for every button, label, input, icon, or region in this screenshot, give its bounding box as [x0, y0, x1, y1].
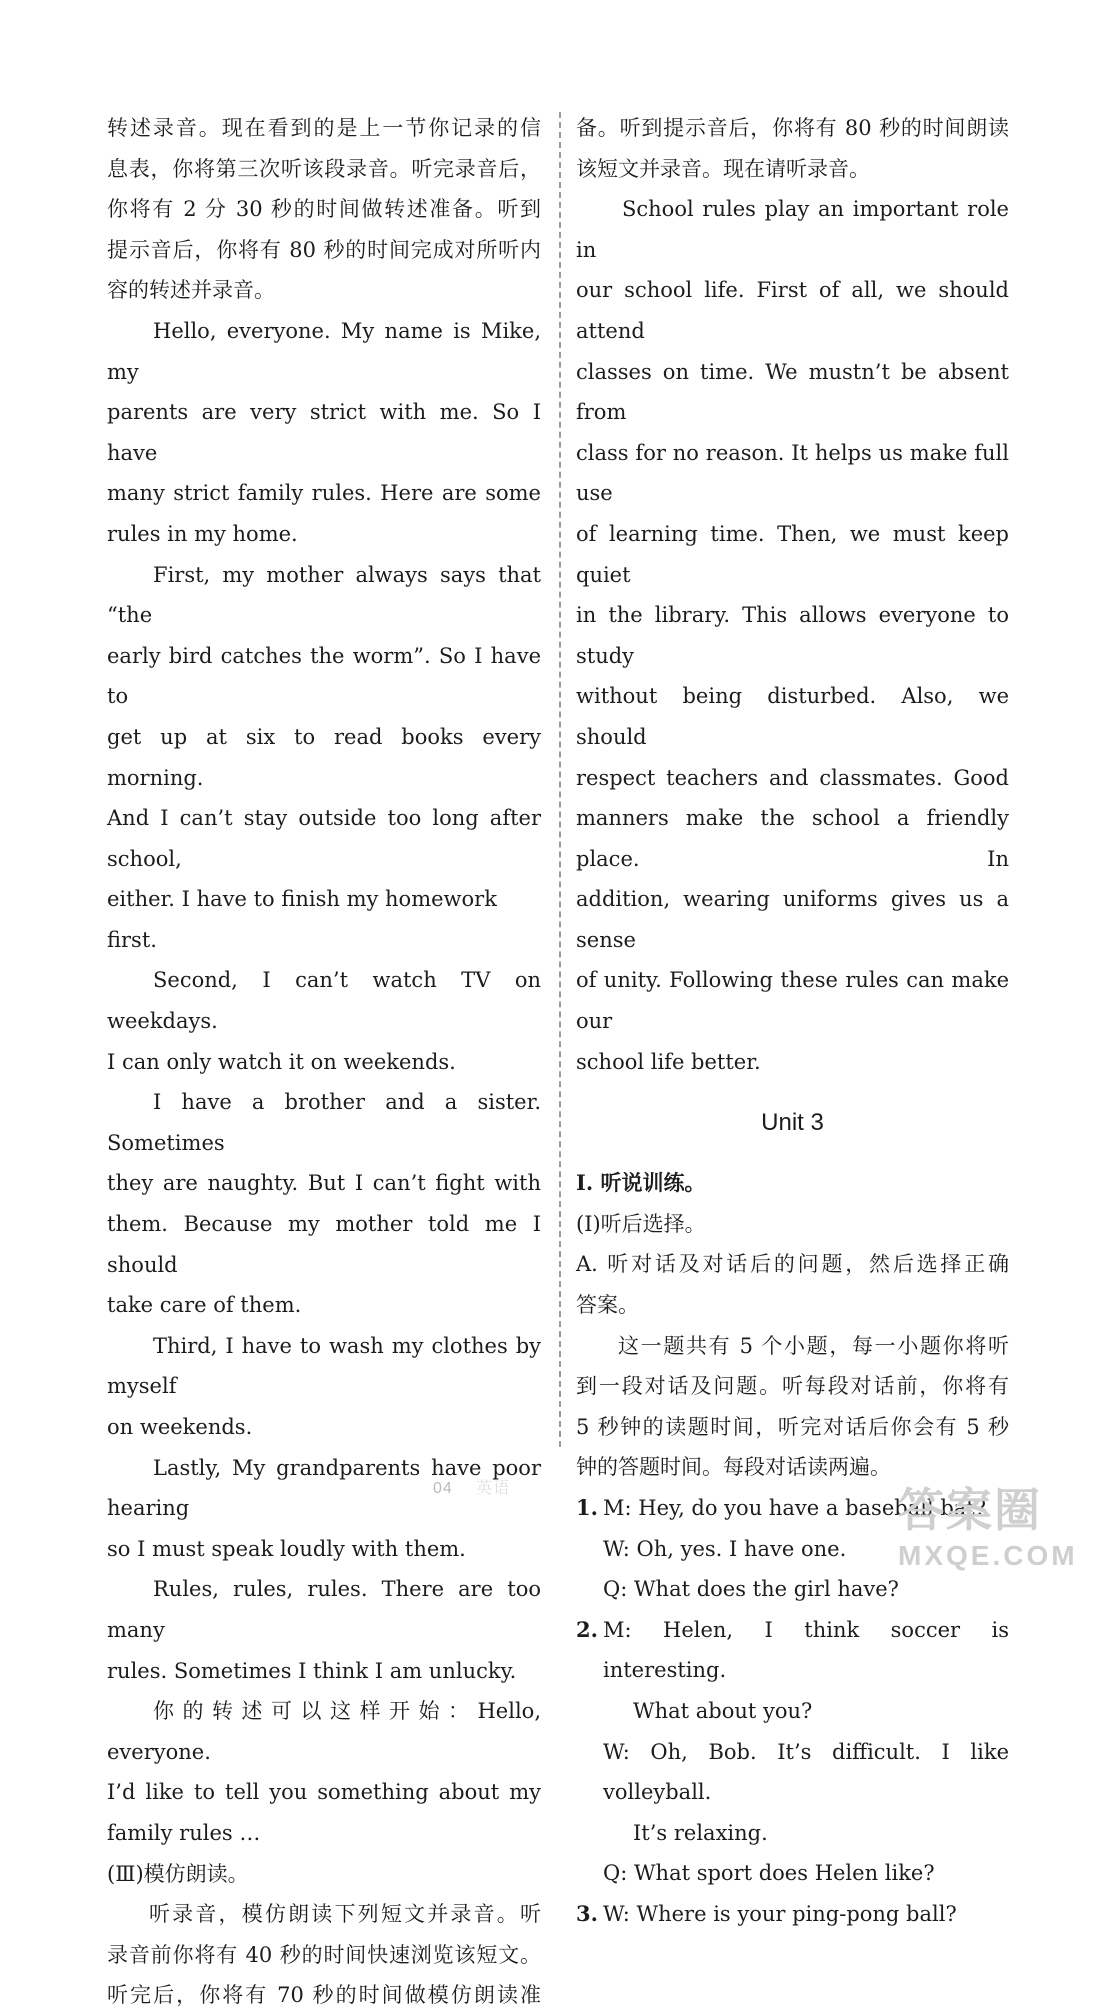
question-line: Q: What does the girl have? — [603, 1577, 899, 1602]
text-line: addition, wearing uniforms gives us a sense — [576, 887, 1009, 952]
school-rules-passage — [576, 189, 1009, 1082]
text-line: 备。听到提示音后，你将有 80 秒的时间朗读 — [576, 116, 1009, 140]
text-line: And I can’t stay outside too long after school, — [107, 806, 541, 871]
right-column — [576, 108, 1009, 1935]
text-line: take care of them. — [107, 1293, 302, 1318]
text-line: Third, I have to wash my clothes by myself — [107, 1333, 541, 1399]
text-line: family rules … — [107, 1820, 261, 1845]
text-line: in the library. This allows everyone to study — [576, 603, 1009, 668]
text-line: classes on time. We mustn’t be absent from — [576, 359, 1009, 425]
column-divider — [559, 112, 561, 1447]
text-line: I’d like to tell you something about my — [107, 1780, 541, 1805]
imitation-instructions — [107, 1894, 541, 2016]
watermark-top-text: 答案圈 — [898, 1484, 1042, 1536]
text-line: 该短文并录音。现在请听录音。 — [576, 156, 870, 181]
text-line: manners make the school a friendly place. In — [576, 806, 1009, 871]
question-line: Q: What sport does Helen like? — [603, 1861, 935, 1886]
text-line: 你将有 2 分 30 秒的时间做转述准备。听到 — [107, 197, 541, 222]
text-line: First, my mother always says that “the — [107, 562, 541, 628]
page-footer — [433, 1475, 510, 1498]
left-para-5 — [107, 1082, 541, 1326]
text-line: without being disturbed. Also, we should — [576, 684, 1009, 749]
text-line: them. Because my mother told me I should — [107, 1212, 541, 1277]
text-line: 转述录音。现在看到的是上一节你记录的信 — [107, 116, 541, 140]
left-para-4 — [107, 960, 541, 1082]
text-line: Second, I can’t watch TV on weekdays. — [107, 968, 541, 1034]
left-para-8 — [107, 1569, 541, 1691]
text-line: 容的转述并录音。 — [107, 278, 275, 303]
part-a-instructions — [576, 1326, 1009, 1488]
text-line: of unity. Following these rules can make our — [576, 968, 1009, 1034]
text-line: 听完后，你将有 70 秒的时间做模仿朗读准 — [107, 1983, 541, 2008]
speaker-line: W: Oh, yes. I have one. — [603, 1536, 847, 1561]
watermark-bottom-text: MXQE.COM — [898, 1540, 1078, 1571]
unit-title: Unit 3 — [761, 1109, 824, 1137]
text-line: 5 秒钟的读题时间，听完对话后你会有 5 秒 — [576, 1414, 1009, 1439]
speaker-line: M: Hey, do you have a baseball bat? — [603, 1496, 986, 1520]
text-line: our school life. First of all, we should attend — [576, 278, 1009, 343]
text-line: 到一段对话及问题。听每段对话前，你将有 — [576, 1374, 1009, 1399]
text-line: of learning time. Then, we must keep quiet — [576, 521, 1009, 587]
text-line: School rules play an important role in — [576, 197, 1009, 262]
text-line: so I must speak loudly with them. — [107, 1536, 466, 1561]
text-line: class for no reason. It helps us make full use — [576, 440, 1009, 506]
subsection-heading: (Ⅰ)听后选择。 — [576, 1211, 706, 1236]
speaker-line-cont: It’s relaxing. — [633, 1820, 768, 1845]
speaker-line: W: Where is your ping-pong ball? — [603, 1901, 957, 1926]
text-line: rules. Sometimes I think I am unlucky. — [107, 1658, 517, 1683]
text-line: Lastly, My grandparents have poor hearing — [107, 1455, 541, 1521]
left-para-3 — [107, 555, 541, 961]
text-line: Hello, everyone. My name is Mike, my — [107, 318, 541, 384]
text-line: respect teachers and classmates. Good — [576, 765, 1009, 790]
text-line: school life better. — [576, 1049, 761, 1074]
text-line: 听录音，模仿朗读下列短文并录音。听 — [149, 1902, 541, 1927]
text-line: many strict family rules. Here are some — [107, 481, 541, 506]
text-line: parents are very strict with me. So I have — [107, 400, 541, 465]
dialogue-line — [576, 1894, 1009, 1935]
text-line: 钟的答题时间。每段对话读两遍。 — [576, 1455, 891, 1480]
left-para-9 — [107, 1691, 541, 1853]
text-line: 这一题共有 5 个小题，每一小题你将听 — [618, 1333, 1009, 1358]
speaker-line-cont: What about you? — [633, 1698, 813, 1723]
text-line: early bird catches the worm”. So I have to — [107, 643, 541, 709]
text-line: 你的转述可以这样开始：Hello, everyone. — [107, 1699, 541, 1764]
section-heading-i: Ⅰ. 听说训练。 — [576, 1170, 706, 1196]
dialogue-line — [576, 1610, 1009, 1691]
watermark-logo — [898, 1482, 1088, 1592]
dialogue-3 — [576, 1894, 1009, 1935]
text-line: 提示音后，你将有 80 秒的时间完成对所听内 — [107, 237, 541, 262]
left-column — [107, 108, 541, 2016]
dialogue-2 — [576, 1610, 1009, 1894]
text-line: either. I have to finish my homework first. — [107, 887, 497, 952]
instruction-continued — [576, 108, 1009, 189]
question-number: 1. — [576, 1495, 598, 1520]
footer-subject: 英语 — [476, 1480, 511, 1497]
question-number: 2. — [576, 1616, 598, 1642]
text-line: 答案。 — [576, 1293, 639, 1318]
section-heading-iii: (Ⅲ)模仿朗读。 — [107, 1861, 249, 1886]
speaker-line: W: Oh, Bob. It’s difficult. I like volleyball. — [603, 1739, 1009, 1805]
question-number: 3. — [576, 1900, 598, 1926]
text-line: 息表，你将第三次听该段录音。听完录音后， — [107, 156, 541, 181]
left-para-1 — [107, 108, 541, 311]
text-line: A. 听对话及对话后的问题，然后选择正确 — [576, 1252, 1009, 1277]
left-para-6 — [107, 1326, 541, 1448]
text-line: 录音前你将有 40 秒的时间快速浏览该短文。 — [107, 1942, 541, 1967]
speaker-line: M: Helen, I think soccer is interesting. — [603, 1617, 1009, 1683]
left-para-7 — [107, 1448, 541, 1570]
text-line: get up at six to read books every morning. — [107, 724, 541, 790]
text-line: I can only watch it on weekends. — [107, 1049, 456, 1074]
part-a-heading — [576, 1244, 1009, 1325]
page-number: 04 — [433, 1480, 453, 1497]
text-line: I have a brother and a sister. Sometimes — [107, 1090, 541, 1155]
text-line: rules in my home. — [107, 521, 298, 546]
text-line: on weekends. — [107, 1415, 253, 1439]
text-line: they are naughty. But I can’t fight with — [107, 1171, 541, 1196]
left-para-2 — [107, 311, 541, 555]
text-line: Rules, rules, rules. There are too many — [107, 1577, 541, 1642]
